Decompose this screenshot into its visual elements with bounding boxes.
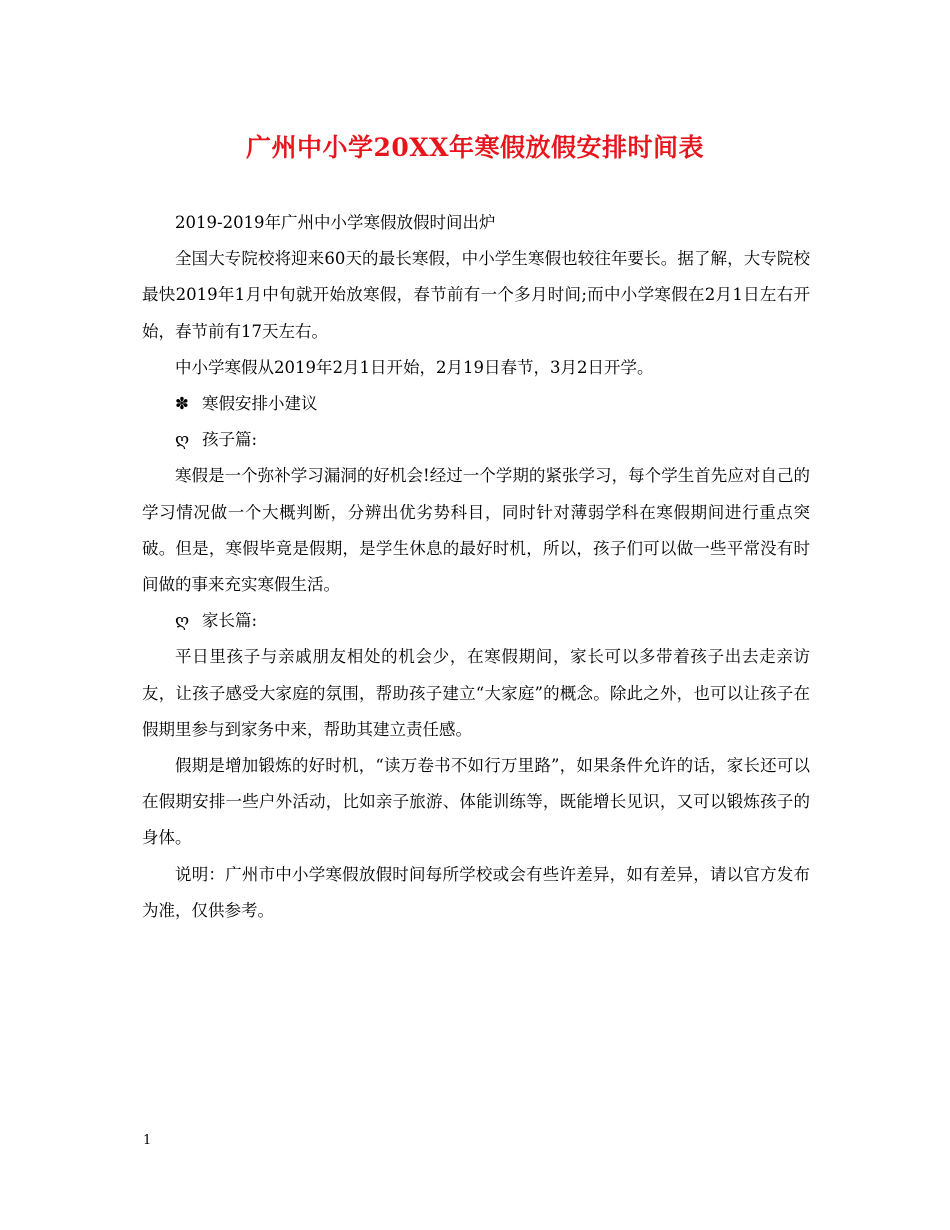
note-paragraph: 说明：广州市中小学寒假放假时间每所学校或会有些许差异，如有差异，请以官方发布为准，仅供参考。 — [142, 864, 810, 920]
paragraph: 中小学寒假从2019年2月1日开始，2月19日春节，3月2日开学。 — [175, 357, 654, 377]
document-body — [142, 205, 810, 929]
section-heading-text: 寒假安排小建议 — [202, 394, 318, 414]
page-title: 广州中小学20XX年寒假放假安排时间表 — [245, 133, 705, 162]
curl-icon: ღ — [175, 430, 190, 450]
section-heading-suggestions — [142, 386, 810, 422]
subheading-text: 孩子篇: — [202, 430, 258, 450]
paragraph: 平日里孩子与亲戚朋友相处的机会少，在寒假期间，家长可以多带着孩子出去走亲访友，让孩子感受大家庭的氛围，帮助孩子建立“大家庭”的概念。除此之外，也可以让孩子在假期里参与到家务中来，帮助其建立责任感。 — [142, 647, 810, 739]
paragraph: 寒假是一个弥补学习漏洞的好机会!经过一个学期的紧张学习，每个学生首先应对自己的学习情况做一个大概判断，分辨出优劣势科目，同时针对薄弱学科在寒假期间进行重点突破。但是，寒假毕竟是假期，是学生休息的最好时机，所以，孩子们可以做一些平常没有时间做的事来充实寒假生活。 — [142, 466, 810, 595]
page-number: 1 — [143, 1133, 152, 1148]
curl-icon: ღ — [175, 611, 190, 631]
subheading-parents — [142, 603, 810, 639]
paragraph: 假期是增加锻炼的好时机，“读万卷书不如行万里路”，如果条件允许的话，家长还可以在假期安排一些户外活动，比如亲子旅游、体能训练等，既能增长见识，又可以锻炼孩子的身体。 — [142, 756, 810, 848]
flower-icon: ✽ — [175, 394, 189, 414]
intro-heading: 2019-2019年广州中小学寒假放假时间出炉 — [175, 213, 496, 232]
paragraph: 全国大专院校将迎来60天的最长寒假，中小学生寒假也较往年要长。据了解，大专院校最快2019年1月中旬就开始放寒假，春节前有一个多月时间;而中小学寒假在2月1日左右开始，春节前有17天左右。 — [142, 249, 810, 341]
subheading-children — [142, 422, 810, 458]
subheading-text: 家长篇: — [202, 611, 258, 631]
